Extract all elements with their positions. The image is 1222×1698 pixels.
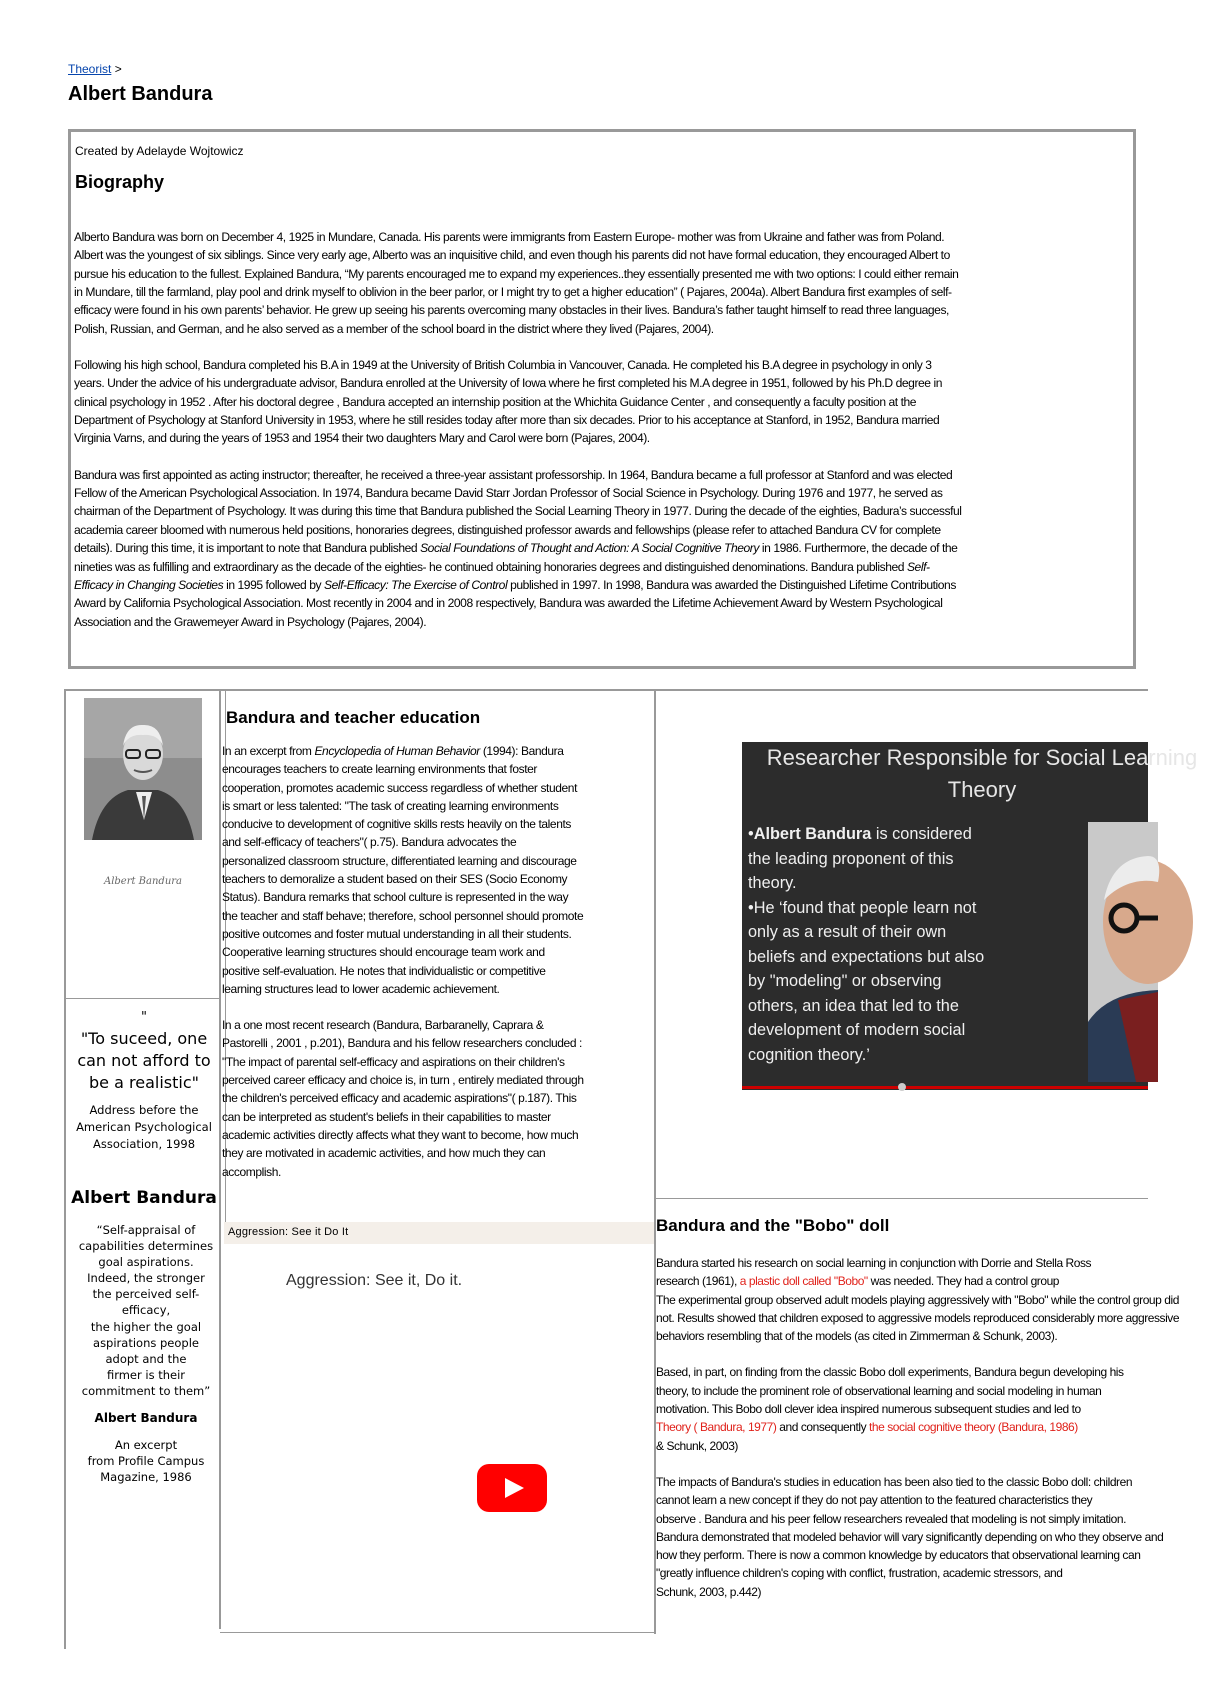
slide-progress-bar: [742, 1086, 1148, 1089]
bio-line: Department of Psychology at Stanford University in 1953, where he still resides today after more than six decades. Prior to his acceptance at Stanford, in 1952, Bandura married: [74, 413, 940, 428]
text-line: The experimental group observed adult models playing aggressively with "Bobo" while the control group did: [656, 1292, 1179, 1307]
slide-title: [742, 742, 1222, 806]
bio-line: chairman of the Department of Psychology. It was during this time that Bandura published the Social Learning Theory in 1977. During the decade of the eighties, Badura’s successful: [74, 504, 962, 519]
quote-line: commitment to them”: [81, 1383, 211, 1398]
text-line: the teacher and staff behave; therefore, school personnel should promote: [222, 908, 584, 923]
bio-line: Bandura was first appointed as acting instructor; thereafter, he received a three-year assistant professorship. In 1964, Bandura became a full professor at Stanford and was elected: [74, 467, 953, 482]
text-line: they are motivated in academic activities, and how much they can: [222, 1146, 546, 1161]
created-by: Created by Adelayde Wojtowicz: [75, 144, 244, 158]
quote-block-2: [66, 1222, 226, 1485]
quote-line: can not afford to: [77, 1051, 211, 1070]
grid-line: [654, 1198, 1148, 1199]
quote-line: capabilities determines: [78, 1239, 214, 1254]
bio-line: academia career bloomed with numerous held positions, honoraries degrees, distinguished professor awards and fellowships (please refer to attached Bandura CV for complete: [74, 522, 941, 537]
book-title: Self-Efficacy: The Exercise of Control: [324, 577, 508, 592]
quote-line: Indeed, the stronger: [87, 1271, 205, 1286]
quote-1: [64, 1028, 224, 1094]
bio-line: published in 1997. In 1998, Bandura was awarded the Distinguished Lifetime Contributions: [507, 577, 956, 592]
quote-line: efficacy,: [121, 1303, 171, 1318]
bio-line: details). During this time, it is important to note that Bandura published: [74, 541, 421, 556]
book-title: Efficacy in Changing Societies: [74, 577, 224, 592]
video-player[interactable]: [224, 1244, 654, 1632]
text-line: how they perform. There is now a common knowledge by educators that observational learning can: [656, 1548, 1141, 1563]
slide-line: by "modeling" or observing: [748, 972, 942, 990]
slide-line: beliefs and expectations but also: [748, 947, 985, 966]
teacher-education-text: [222, 742, 654, 1199]
quote-line: adopt and the: [105, 1351, 187, 1366]
grid-line: [64, 689, 1148, 691]
video-bar-title: Aggression: See it Do It: [228, 1226, 349, 1238]
slide-bold: Albert Bandura: [753, 825, 872, 843]
biography-paragraph-3: [74, 466, 1134, 631]
slide-bullets: [748, 822, 1088, 1067]
slide-line: theory.: [748, 874, 797, 892]
biography-paragraph-1: [74, 228, 1134, 338]
text-line: encourages teachers to create learning environments that foster: [222, 762, 537, 777]
text-line: and consequently: [776, 1420, 870, 1435]
slide-line: only as a result of their own: [748, 923, 947, 941]
quote-line: goal aspirations.: [98, 1255, 194, 1270]
social-learning-slide: [742, 742, 1198, 1090]
text-line: "The impact of parental self-efficacy and aspirations on their children's: [222, 1054, 565, 1069]
text-line: learning structures lead to lower academic achievement.: [222, 981, 500, 996]
text-line: In an excerpt from: [222, 744, 315, 758]
text-line: personalized classroom structure, differentiated learning and discourage: [222, 853, 577, 868]
text-line: Bandura started his research on social learning in conjunction with Dorrie and Stella Ross: [656, 1256, 1092, 1270]
quote-line: “Self-appraisal of: [96, 1223, 196, 1237]
bio-line: efficacy were found in his own parents’ behavior. He grew up seeing his parents overcoming many obstacles in their lives. Bandura’s father taught himself to read three languages,: [74, 303, 949, 318]
portrait-image: [82, 698, 204, 898]
text-line: motivation. This Bobo doll clever idea inspired numerous subsequent studies and led to: [656, 1402, 1081, 1417]
slide-line: is considered: [871, 825, 972, 843]
text-line: not. Results showed that children exposed to aggressive models reproduced considerably more aggressive: [656, 1310, 1180, 1325]
source-line: Magazine, 1986: [100, 1470, 192, 1485]
video-title-bar: [224, 1222, 654, 1245]
text-line: Based, in part, on finding from the classic Bobo doll experiments, Bandura begun developing his: [656, 1365, 1124, 1380]
grid-line: [64, 689, 66, 1649]
breadcrumb-separator: >: [114, 62, 122, 76]
bandura-photo: [1088, 822, 1158, 1082]
text-line: and self-efficacy of teachers"( p.75). Bandura advocates the: [222, 835, 517, 850]
text-line: positive outcomes and foster mutual understanding in all their students.: [222, 926, 572, 941]
bobo-heading: Bandura and the "Bobo" doll: [656, 1216, 890, 1235]
bio-line: Albert was the youngest of six siblings. Since very early age, Alberto was an inquisitive child, and even though his parents did not have formal education, they encouraged Albert to: [74, 248, 950, 263]
bio-line: Following his high school, Bandura completed his B.A in 1949 at the University of British Columbia in Vancouver, Canada. He completed his B.A degree in psychology in only 3: [74, 358, 932, 373]
slide-line: the leading proponent of this: [748, 849, 954, 868]
bio-line: Association and the Grawemeyer Award in Psychology (Pajares, 2004).: [74, 614, 427, 629]
grid-line: [220, 1632, 656, 1633]
source-line: Address before the: [89, 1103, 199, 1117]
source-line: An excerpt: [114, 1438, 178, 1453]
bio-line: in 1986. Furthermore, the decade of the: [758, 541, 958, 556]
source-line: from Profile Campus: [87, 1454, 205, 1469]
bobo-paragraph-3: [656, 1473, 1164, 1601]
text-line: perceived career efficacy and choice is, in turn , entirely mediated through: [222, 1073, 584, 1088]
quote-line: aspirations people: [93, 1335, 199, 1350]
source-line: American Psychological: [76, 1120, 212, 1134]
bio-line: Fellow of the American Psychological Association. In 1974, Bandura became David Starr Jordan Professor of Social Science in Psychology. During 1976 and 1977, he served as: [74, 486, 943, 501]
text-line: Pastorelli , 2001 , p.201), Bandura and his fellow researchers concluded :: [222, 1036, 582, 1051]
quote-line: the higher the goal: [90, 1319, 202, 1334]
grid-line: [219, 689, 221, 1629]
text-line: teachers to demoralize a student based on their SES (Socio Economy: [222, 872, 568, 887]
text-line: theory, to include the prominent role of observational learning and social modeling in human: [656, 1383, 1102, 1398]
text-line: academic activities directly affects what they want to become, how much: [222, 1127, 579, 1142]
slide-line: cognition theory.’: [748, 1045, 870, 1064]
slide-line: •He ‘found that people learn not: [748, 898, 977, 917]
teacher-education-heading: Bandura and teacher education: [226, 708, 481, 727]
text-line: The impacts of Bandura's studies in education has been also tied to the classic Bobo doll: children: [656, 1474, 1133, 1489]
text-line: was needed. They had a control group: [867, 1274, 1060, 1289]
slide-title-line: Theory: [947, 777, 1017, 802]
slide-line: development of modern social: [748, 1021, 966, 1039]
slide-progress-dot: [898, 1083, 906, 1091]
book-title: Self-: [906, 559, 930, 574]
text-line: accomplish.: [222, 1164, 281, 1179]
quote-2-source: [66, 1437, 226, 1485]
breadcrumb-link-theorist[interactable]: Theorist: [68, 62, 112, 76]
quote-2: [66, 1222, 226, 1399]
breadcrumb: [68, 62, 122, 76]
highlight-text: Theory ( Bandura, 1977): [656, 1420, 777, 1435]
text-line: (1994): Bandura: [479, 744, 564, 758]
bandura-name-heading: Albert Bandura: [71, 1188, 217, 1208]
bandura-portrait: [82, 698, 204, 898]
slide-title-line: Researcher Responsible for Social Learning: [766, 745, 1198, 770]
text-line: Bandura demonstrated that modeled behavior will vary significantly depending on who they observe and: [656, 1529, 1164, 1544]
text-line: observe . Bandura and his peer fellow researchers revealed that modeling is not simply imitation.: [656, 1511, 1126, 1526]
bio-line: years. Under the advice of his undergraduate advisor, Bandura enrolled at the University of Iowa where he first completed his M.A degree in 1951, followed by his Ph.D degree in: [74, 376, 943, 391]
text-line: positive self-evaluation. He notes that individualistic or competitive: [222, 963, 546, 978]
grid-line: [64, 998, 220, 999]
text-line: behaviors resembling that of the models (as cited in Zimmerman & Schunk, 2003).: [656, 1329, 1058, 1344]
biography-paragraph-2: [74, 356, 1134, 448]
book-title: Social Foundations of Thought and Action: A Social Cognitive Theory: [420, 541, 759, 556]
bio-line: in Mundare, till the farmland, play pool and drink myself to oblivion in the beer parlor, or I might try to get a higher education” ( Pajares, 2004a). Albert Bandura first examples of self-: [74, 285, 952, 300]
text-line: conducive to development of cognitive skills rests heavily on the talents: [222, 817, 572, 832]
biography-text: [74, 228, 1134, 649]
text-line: Cooperative learning structures should encourage team work and: [222, 945, 545, 960]
book-title: Encyclopedia of Human Behavior: [314, 744, 480, 758]
quote-1-source: [64, 1102, 224, 1153]
slide-bullet-1: •Albert Bandura is considered: [748, 825, 972, 843]
text-line: Status). Bandura remarks that school culture is represented in the way: [222, 890, 569, 905]
biography-box: [68, 129, 1136, 669]
biography-heading: Biography: [75, 172, 165, 192]
text-line: is smart or less talented: "The task of creating learning environments: [222, 798, 559, 813]
text-line: cannot learn a new concept if they do not pay attention to the featured characteristics they: [656, 1493, 1093, 1508]
text-line: & Schunk, 2003): [656, 1438, 738, 1453]
highlight-text: the social cognitive theory (Bandura, 1986): [869, 1420, 1078, 1435]
bobo-paragraph-2: [656, 1363, 1148, 1454]
quote-block-1: [64, 1010, 224, 1153]
quote-line: "To suceed, one: [80, 1029, 208, 1048]
bio-line: in 1995 followed by: [223, 577, 324, 592]
bobo-paragraph-1: [656, 1254, 1180, 1345]
bio-line: Virginia Varns, and during the years of 1953 and 1954 their two daughters Mary and Carol were born (Pajares, 2004).: [74, 431, 650, 446]
youtube-play-button-icon[interactable]: [477, 1464, 547, 1512]
bobo-text: [656, 1254, 1180, 1619]
quote-mark: ": [141, 1010, 147, 1025]
bio-line: Award by California Psychological Association. Most recently in 2004 and in 2008 respectively, Bandura was awarded the Lifetime Achievement Award by Western Psychological: [74, 596, 943, 611]
bio-line: clinical psychology in 1952 . After his doctoral degree , Bandura accepted an internship position at the Whichita Guidance Center , and consequently a faculty position at the: [74, 394, 917, 409]
text-line: In a one most recent research (Bandura, Barbaranelly, Caprara &: [222, 1018, 544, 1033]
teacher-paragraph-2: [222, 1016, 654, 1181]
text-line: can be interpreted as student's beliefs in their capabilities to master: [222, 1109, 551, 1124]
bio-line: nineties was as fulfilling and extraordinary as the decade of the eighties- he continued obtaining honoraries degrees and distinguished denominations. Bandura published: [74, 559, 907, 574]
text-line: "greatly influence children's coping with conflict, frustration, academic stressors, and: [656, 1566, 1063, 1581]
highlight-text: a plastic doll called "Bobo": [739, 1274, 868, 1289]
source-line: Association, 1998: [92, 1137, 196, 1151]
quote-line: the perceived self-: [92, 1287, 200, 1302]
bio-line: Alberto Bandura was born on December 4, 1925 in Mundare, Canada. His parents were immigrants from Eastern Europe- mother was from Ukraine and father was from Poland.: [74, 230, 945, 244]
quote-line: firmer is their: [106, 1367, 186, 1382]
signature: Albert Bandura: [103, 876, 183, 887]
bio-line: pursue his education to the fullest. Explained Bandura, “My parents encouraged me to expand my experiences..they essentially presented me with two options: I could either remain: [74, 266, 959, 281]
quote-2-author: Albert Bandura: [94, 1411, 198, 1426]
video-title[interactable]: Aggression: See it, Do it.: [286, 1272, 463, 1289]
bio-line: Polish, Russian, and German, and he also served as a member of the school board in the district where they lived (Pajares, 2004).: [74, 321, 714, 336]
page-title: Albert Bandura: [68, 83, 213, 105]
slide-line: others, an idea that led to the: [748, 996, 959, 1015]
teacher-paragraph-1: [222, 742, 654, 998]
text-line: Schunk, 2003, p.442): [656, 1584, 762, 1599]
text-line: research (1961),: [656, 1274, 740, 1289]
text-line: cooperation, promotes academic success regardless of whether student: [222, 780, 578, 795]
quote-line: be a realistic": [89, 1073, 199, 1092]
text-line: the children's perceived efficacy and academic aspirations"( p.187). This: [222, 1091, 577, 1106]
